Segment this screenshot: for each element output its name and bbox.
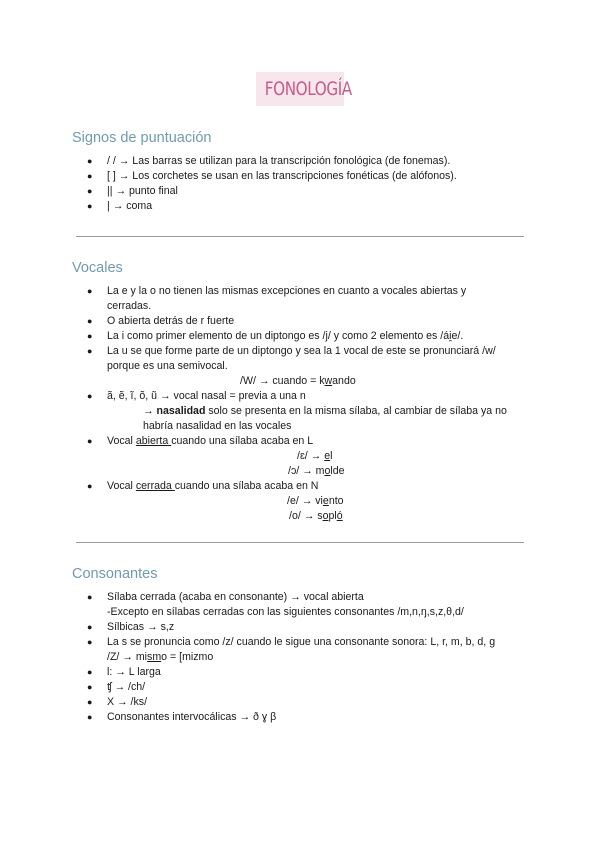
bullet: ● [87, 156, 93, 166]
example-line: /W/ → cuando = kwando [240, 375, 356, 387]
list-item: Sílbicas → s,z [107, 621, 175, 633]
list-item: | → coma [107, 200, 153, 212]
divider [76, 542, 524, 543]
bullet: ● [87, 637, 93, 647]
bullet: ● [87, 481, 93, 491]
bullet: ● [87, 201, 93, 211]
bullet: ● [87, 667, 93, 677]
heading-consonantes: Consonantes [72, 566, 158, 582]
list-item: La e y la o no tienen las mismas excepciones en cuanto a vocales abiertas y [107, 285, 467, 297]
heading-vocales: Vocales [72, 260, 123, 276]
note-line: → nasalidad solo se presenta en la misma sílaba, al cambiar de sílaba ya no [143, 405, 507, 417]
example-line: /o/ → sopló [289, 510, 343, 522]
page-title: FONOLOGÍA [264, 78, 352, 100]
bullet: ● [87, 592, 93, 602]
list-item: [ ] → Los corchetes se usan en las transcripciones fonéticas (de alófonos). [107, 170, 457, 182]
bullet: ● [87, 622, 93, 632]
list-item: Vocal abierta cuando una sílaba acaba en L [107, 435, 314, 447]
list-item: Consonantes intervocálicas → ð ɣ β [107, 711, 277, 723]
bullet: ● [87, 682, 93, 692]
list-item: X → /ks/ [107, 696, 148, 708]
list-item-cont: /Z/ → mismo = [mizmo [107, 651, 214, 663]
bullet: ● [87, 346, 93, 356]
list-item: / / → Las barras se utilizan para la transcripción fonológica (de fonemas). [107, 155, 451, 167]
list-item-cont: -Excepto en sílabas cerradas con las siguientes consonantes /m,n,ŋ,s,z,θ,d/ [107, 606, 464, 618]
list-item: Sílaba cerrada (acaba en consonante) → vocal abierta [107, 591, 364, 603]
list-item: La s se pronuncia como /z/ cuando le sigue una consonante sonora: L, r, m, b, d, g [107, 636, 496, 648]
list-item: ʧ → /ch/ [107, 681, 146, 693]
example-line: /ɔ/ → molde [288, 465, 345, 477]
bullet: ● [87, 436, 93, 446]
list-item: || → punto final [107, 185, 178, 197]
list-item: Vocal cerrada cuando una sílaba acaba en N [107, 480, 319, 492]
list-item-cont: porque es una semivocal. [107, 360, 228, 372]
bullet: ● [87, 331, 93, 341]
bullet: ● [87, 697, 93, 707]
list-item: l: → L larga [107, 666, 161, 678]
bullet: ● [87, 712, 93, 722]
list-item: La u se que forme parte de un diptongo y sea la 1 vocal de este se pronunciará /w/ [107, 345, 496, 357]
page-title-box [256, 72, 352, 106]
bullet: ● [87, 286, 93, 296]
example-line: /e/ → viento [287, 495, 344, 507]
heading-signos: Signos de puntuación [72, 130, 212, 146]
example-line: /ɛ/ → el [297, 450, 333, 462]
bullet: ● [87, 186, 93, 196]
list-item: ã, ẽ, ĩ, õ, ũ → vocal nasal = previa a una n [107, 390, 306, 402]
list-item-cont: cerradas. [107, 300, 152, 312]
bullet: ● [87, 391, 93, 401]
list-item: O abierta detrás de r fuerte [107, 315, 235, 327]
divider [76, 236, 524, 237]
note-line-cont: habría nasalidad en las vocales [143, 420, 292, 432]
bullet: ● [87, 316, 93, 326]
bullet: ● [87, 171, 93, 181]
list-item: La i como primer elemento de un diptongo es /j/ y como 2 elemento es /ái̯e/. [107, 330, 464, 342]
